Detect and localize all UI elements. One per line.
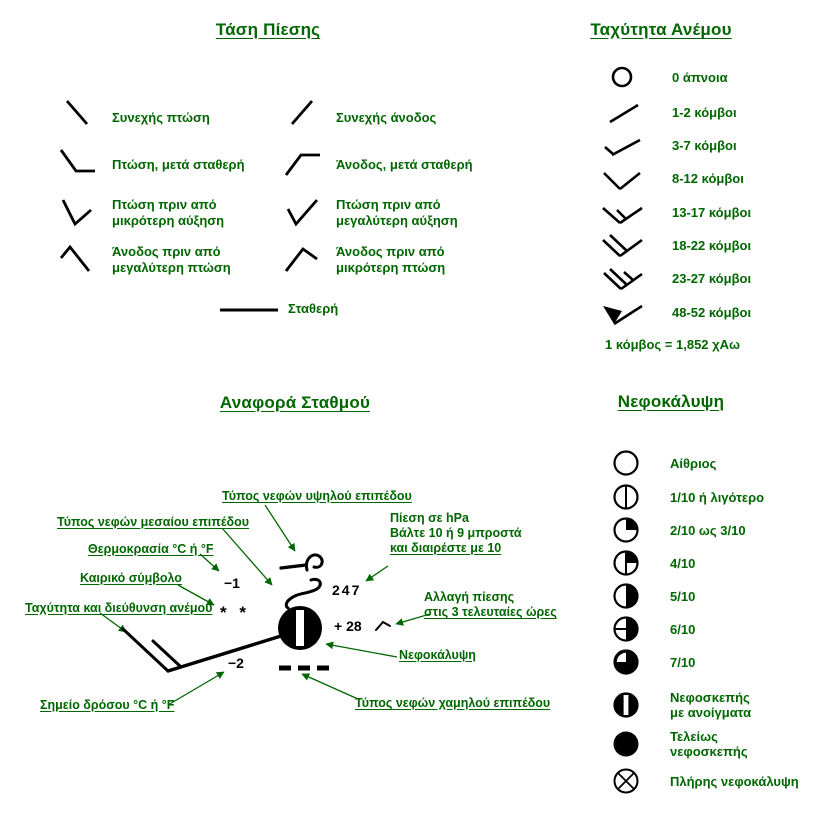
two-to-three-tenths-icon bbox=[612, 516, 640, 544]
cloud-row: Αίθριος bbox=[612, 449, 716, 477]
pressure-item-label: Άνοδος, μετά σταθερή bbox=[336, 157, 473, 172]
pressure-item-label: Πτώση, μετά σταθερή bbox=[112, 157, 245, 172]
fall-then-steady-icon bbox=[55, 146, 99, 180]
pressure-change-label: Αλλαγή πίεσης στις 3 τελευταίες ώρες bbox=[424, 590, 557, 619]
four-tenths-icon bbox=[612, 549, 640, 577]
cloud-row: 2/10 ως 3/10 bbox=[612, 516, 746, 544]
steady-label: Σταθερή bbox=[288, 301, 339, 316]
cloud-row: 7/10 bbox=[612, 648, 695, 676]
cloud-row: Πλήρης νεφοκάλυψη bbox=[612, 767, 799, 795]
cloud-cover-label: Νεφοκάλυψη bbox=[399, 648, 476, 662]
knot-conversion-note: 1 κόμβος = 1,852 χΑω bbox=[605, 337, 741, 352]
pressure-label: Πίεση σε hPa Βάλτε 10 ή 9 μπροστά και διαιρέστε με 10 bbox=[390, 511, 522, 555]
wind-3-7-knots-icon bbox=[596, 128, 648, 162]
wind-1-2-knots-icon bbox=[596, 95, 648, 129]
mid-cloud-label: Τύπος νεφών μεσαίου επιπέδου bbox=[57, 515, 249, 529]
five-tenths-icon bbox=[612, 582, 640, 610]
wind-row: 23-27 κόμβοι bbox=[596, 261, 751, 295]
wind-8-12-knots-icon bbox=[596, 161, 648, 195]
cloud-row: 5/10 bbox=[612, 582, 695, 610]
high-cloud-symbol bbox=[306, 555, 322, 570]
rise-then-steady-icon bbox=[280, 146, 324, 180]
wind-13-17-knots-icon bbox=[596, 195, 648, 229]
cloud-row: 4/10 bbox=[612, 549, 695, 577]
station-report-title: Αναφορά Σταθμού bbox=[219, 393, 371, 412]
pressure-item-label: Πτώση πριν από μικρότερη αύξηση bbox=[112, 197, 225, 228]
cloud-row: Τελείως νεφοσκεπής bbox=[612, 726, 748, 762]
wind-row: 8-12 κόμβοι bbox=[596, 161, 744, 195]
cloud-row: 6/10 bbox=[612, 615, 695, 643]
wind-label: Ταχύτητα και διεύθυνση ανέμου bbox=[25, 601, 213, 615]
weather-symbol-label: Καιρικό σύμβολο bbox=[80, 571, 182, 585]
wind-row: 1-2 κόμβοι bbox=[596, 95, 737, 129]
calm-icon bbox=[596, 60, 648, 94]
wind-row: 18-22 κόμβοι bbox=[596, 228, 751, 262]
low-cloud-label: Τύπος νεφών χαμηλού επιπέδου bbox=[355, 696, 551, 710]
pressure-tendency-glyph bbox=[376, 622, 390, 630]
wind-18-22-knots-icon bbox=[596, 228, 648, 262]
wind-row: 3-7 κόμβοι bbox=[596, 128, 737, 162]
rise-before-smaller-fall-icon bbox=[280, 242, 324, 276]
cloud-cover-title: Νεφοκάλυψη bbox=[617, 392, 725, 411]
cloud-row: Νεφοσκεπής με ανοίγματα bbox=[612, 687, 751, 723]
dew-point-label: Σημείο δρόσου °C ή °F bbox=[40, 698, 175, 712]
fall-before-smaller-rise-icon bbox=[55, 196, 99, 230]
high-cloud-label: Τύπος νεφών υψηλού επιπέδου bbox=[222, 489, 412, 503]
pressure-change-value: + 28 bbox=[334, 618, 362, 634]
rise-before-larger-fall-icon bbox=[55, 242, 99, 276]
continuous-rise-icon bbox=[280, 96, 324, 130]
one-tenth-icon bbox=[612, 483, 640, 511]
pressure-item-label: Άνοδος πριν από μικρότερη πτώση bbox=[336, 244, 446, 275]
cloud-cover-symbol bbox=[278, 606, 322, 650]
pressure-tendency-title: Τάση Πίεσης bbox=[215, 20, 321, 39]
pressure-item-label: Συνεχής άνοδος bbox=[336, 110, 437, 125]
pressure-item-label: Συνεχής πτώση bbox=[112, 110, 210, 125]
wind-23-27-knots-icon bbox=[596, 261, 648, 295]
pressure-item-label: Άνοδος πριν από μεγαλύτερη πτώση bbox=[112, 244, 231, 275]
pressure-item-label: Πτώση πριν από μεγαλύτερη αύξηση bbox=[336, 197, 458, 228]
wind-48-52-knots-icon bbox=[596, 295, 648, 329]
wind-row: 0 άπνοια bbox=[596, 60, 728, 94]
temperature-value: −1 bbox=[224, 575, 240, 591]
weather-symbol-value: * * bbox=[220, 603, 250, 622]
high-cloud-symbol bbox=[281, 565, 306, 568]
dew-point-value: −2 bbox=[228, 655, 244, 671]
pressure-value: 247 bbox=[332, 582, 362, 598]
overcast-with-openings-icon bbox=[612, 691, 640, 719]
six-tenths-icon bbox=[612, 615, 640, 643]
seven-tenths-icon bbox=[612, 648, 640, 676]
wind-barb-shaft bbox=[168, 636, 281, 671]
cloud-row: 1/10 ή λιγότερο bbox=[612, 483, 764, 511]
fully-overcast-icon bbox=[612, 730, 640, 758]
sky-obscured-icon bbox=[612, 767, 640, 795]
mid-cloud-symbol bbox=[286, 579, 320, 608]
wind-row: 48-52 κόμβοι bbox=[596, 295, 751, 329]
wind-barb-half bbox=[153, 641, 181, 667]
temperature-label: Θερμοκρασία °C ή °F bbox=[88, 542, 214, 556]
continuous-fall-icon bbox=[55, 96, 99, 130]
steady-icon bbox=[218, 303, 282, 315]
fall-before-larger-rise-icon bbox=[280, 196, 324, 230]
clear-sky-icon bbox=[612, 449, 640, 477]
wind-row: 13-17 κόμβοι bbox=[596, 195, 751, 229]
wind-speed-title: Ταχύτητα Ανέμου bbox=[590, 20, 732, 39]
